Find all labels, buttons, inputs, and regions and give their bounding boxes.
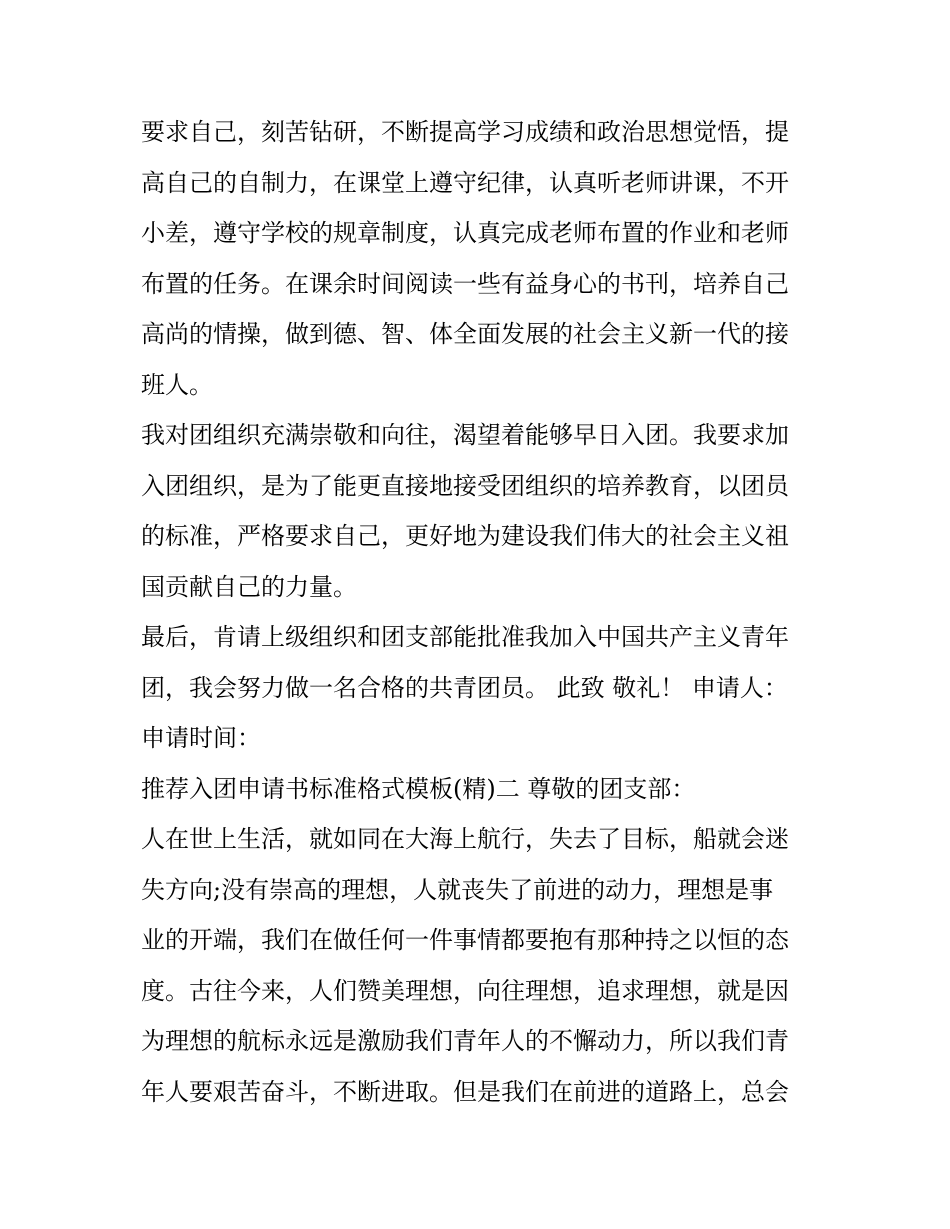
text-line: 我对团组织充满崇敬和向往，渴望着能够早日入团。我要求加 (141, 421, 789, 449)
text-line: 小差，遵守学校的规章制度，认真完成老师布置的作业和老师 (141, 219, 789, 247)
text-line: 人在世上生活，就如同在大海上航行，失去了目标，船就会迷 (141, 825, 789, 853)
text-line: 高自己的自制力，在课堂上遵守纪律，认真听老师讲课，不开 (141, 168, 789, 197)
text-line: 团，我会努力做一名合格的共青团员。 此致 敬礼！ 申请人： (141, 673, 788, 702)
text-line: 班人。 (141, 370, 213, 399)
text-line: 入团组织，是为了能更直接地接受团组织的培养教育，以团员 (141, 471, 789, 500)
text-line: 申请时间： (141, 724, 261, 752)
text-line: 年人要艰苦奋斗，不断进取。但是我们在前进的道路上，总会 (141, 1077, 789, 1106)
document-body (141, 107, 821, 1117)
text-line: 的标准，严格要求自己，更好地为建设我们伟大的社会主义祖 (141, 522, 789, 550)
text-line: 国贡献自己的力量。 (141, 572, 357, 601)
text-line: 为理想的航标永远是激励我们青年人的不懈动力，所以我们青 (141, 1027, 789, 1055)
text-line: 业的开端，我们在做任何一件事情都要抱有那种持之以恒的态 (141, 926, 789, 954)
text-line: 失方向;没有崇高的理想，人就丧失了前进的动力，理想是事 (141, 875, 774, 904)
text-line: 要求自己，刻苦钻研，不断提高学习成绩和政治思想觉悟，提 (141, 118, 789, 146)
text-line: 布置的任务。在课余时间阅读一些有益身心的书刊，培养自己 (141, 269, 789, 298)
text-line: 最后，肯请上级组织和团支部能批准我加入中国共产主义青年 (141, 623, 789, 651)
text-line: 高尚的情操，做到德、智、体全面发展的社会主义新一代的接 (141, 320, 789, 348)
section-heading-line: 推荐入团申请书标准格式模板(精)二 尊敬的团支部： (141, 774, 696, 803)
text-line: 度。古往今来，人们赞美理想，向往理想，追求理想，就是因 (141, 976, 789, 1005)
